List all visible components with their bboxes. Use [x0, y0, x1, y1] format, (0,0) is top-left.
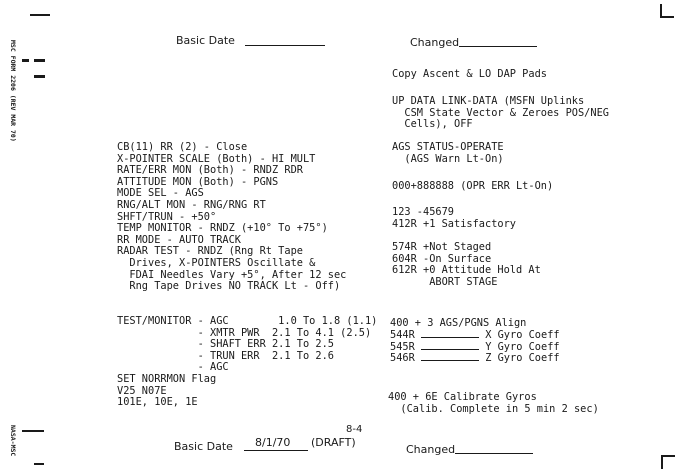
corner-mark-top-left [30, 14, 50, 16]
gyro-coeff-row [390, 352, 560, 364]
procedure-line: ATTITUDE MON (Both) - PGNS [117, 175, 279, 188]
procedure-line: CSM State Vector & Zeroes POS/NEG [392, 106, 609, 119]
entry-123-step [392, 207, 516, 230]
agency-label: NASA-MSC [9, 425, 17, 457]
gyro-coeff-blank [421, 329, 479, 338]
footer-changed-label: Changed [406, 443, 456, 456]
header-basic-date-blank [245, 45, 325, 46]
footer-basic-date-label: Basic Date [174, 440, 233, 453]
procedure-line: RATE/ERR MON (Both) - RNDZ RDR [117, 164, 303, 177]
procedure-line: RNG/ALT MON - RNG/RNG RT [117, 198, 266, 211]
gyro-coeff-code: 546R [390, 352, 421, 365]
procedure-line: - XMTR PWR 2.1 To 4.1 (2.5) [117, 326, 372, 339]
gyro-coeff-row [390, 341, 560, 353]
margin-dash [22, 430, 44, 432]
procedure-line: TEST/MONITOR - AGC 1.0 To 1.8 (1.1) [117, 315, 378, 327]
procedure-line: 574R +Not Staged [392, 241, 492, 253]
footer-basic-date-value: 8/1/70 [255, 436, 291, 449]
gyro-coeff-blank [421, 352, 479, 361]
corner-mark-top-right [660, 16, 674, 18]
procedure-line: AGS STATUS-OPERATE [392, 141, 504, 153]
gyro-coeff-row [390, 329, 560, 341]
procedure-line: V25 N07E [117, 384, 167, 397]
left-procedure-block-1 [117, 142, 346, 293]
procedure-line: X-POINTER SCALE (Both) - HI MULT [117, 152, 316, 165]
procedure-line: MODE SEL - AGS [117, 187, 204, 200]
entry-000-step: 000+888888 (OPR ERR Lt-On) [392, 180, 554, 192]
procedure-line: 612R +0 Attitude Hold At [392, 264, 541, 277]
corner-mark-bottom-right [661, 455, 663, 469]
align-title: 400 + 3 AGS/PGNS Align [390, 317, 527, 329]
corner-mark-bottom-right [661, 455, 675, 457]
procedure-line: 400 + 6E Calibrate Gyros [388, 391, 537, 403]
procedure-line: - TRUN ERR 2.1 To 2.6 [117, 349, 334, 362]
procedure-line: 123 -45679 [392, 206, 454, 218]
footer-changed-blank [455, 453, 533, 454]
procedure-line: 412R +1 Satisfactory [392, 217, 516, 230]
procedure-line: CB(11) RR (2) - Close [117, 141, 248, 153]
procedure-line: SET NORRMON Flag [117, 372, 217, 385]
procedure-line: - SHAFT ERR 2.1 To 2.5 [117, 338, 334, 351]
procedure-line: RADAR TEST - RNDZ (Rng Rt Tape [117, 245, 303, 258]
gyro-coeff-label: Y Gyro Coeff [479, 340, 560, 353]
footer-draft-note: (DRAFT) [311, 436, 356, 449]
procedure-line: SHFT/TRUN - +50° [117, 210, 217, 223]
calibrate-step [388, 392, 599, 415]
procedure-line: Cells), OFF [392, 118, 473, 131]
page-number: 8-4 [346, 424, 363, 435]
procedure-line: - AGC [117, 361, 229, 374]
header-changed-blank [459, 46, 537, 47]
gyro-coeff-code: 545R [390, 340, 421, 353]
header-changed-label: Changed [410, 36, 460, 49]
margin-dash [34, 75, 45, 78]
ags-status-step [392, 142, 504, 165]
procedure-line: RR MODE - AUTO TRACK [117, 233, 241, 246]
procedure-line: 101E, 10E, 1E [117, 396, 198, 409]
gyro-coeff-code: 544R [390, 329, 421, 341]
entry-574-step [392, 242, 541, 288]
procedure-line: Drives, X-POINTERS Oscillate & [117, 256, 316, 269]
copy-pads-step: Copy Ascent & LO DAP Pads [392, 68, 547, 80]
header-basic-date-label: Basic Date [176, 34, 235, 47]
procedure-line: (Calib. Complete in 5 min 2 sec) [388, 402, 599, 415]
gyro-coeff-label: Z Gyro Coeff [479, 352, 560, 365]
uplink-step [392, 96, 609, 131]
procedure-line: FDAI Needles Vary +5°, After 12 sec [117, 268, 347, 281]
procedure-line: 604R -On Surface [392, 252, 492, 265]
align-rows [390, 329, 560, 364]
left-procedure-block-2 [117, 316, 377, 409]
margin-dash [34, 463, 44, 465]
footer-basic-date-blank [244, 450, 308, 451]
procedure-line: UP DATA LINK-DATA (MSFN Uplinks [392, 95, 585, 107]
margin-dash [34, 59, 45, 62]
gyro-coeff-label: X Gyro Coeff [479, 329, 560, 341]
margin-dash [22, 59, 29, 62]
procedure-line: Rng Tape Drives NO TRACK Lt - Off) [117, 280, 341, 293]
procedure-line: ABORT STAGE [392, 275, 498, 288]
procedure-line: TEMP MONITOR - RNDZ (+10° To +75°) [117, 222, 328, 235]
form-id-label: MSC FORM 2206 (REV MAR 70) [9, 40, 17, 142]
gyro-coeff-blank [421, 341, 479, 350]
procedure-line: (AGS Warn Lt-On) [392, 152, 504, 165]
